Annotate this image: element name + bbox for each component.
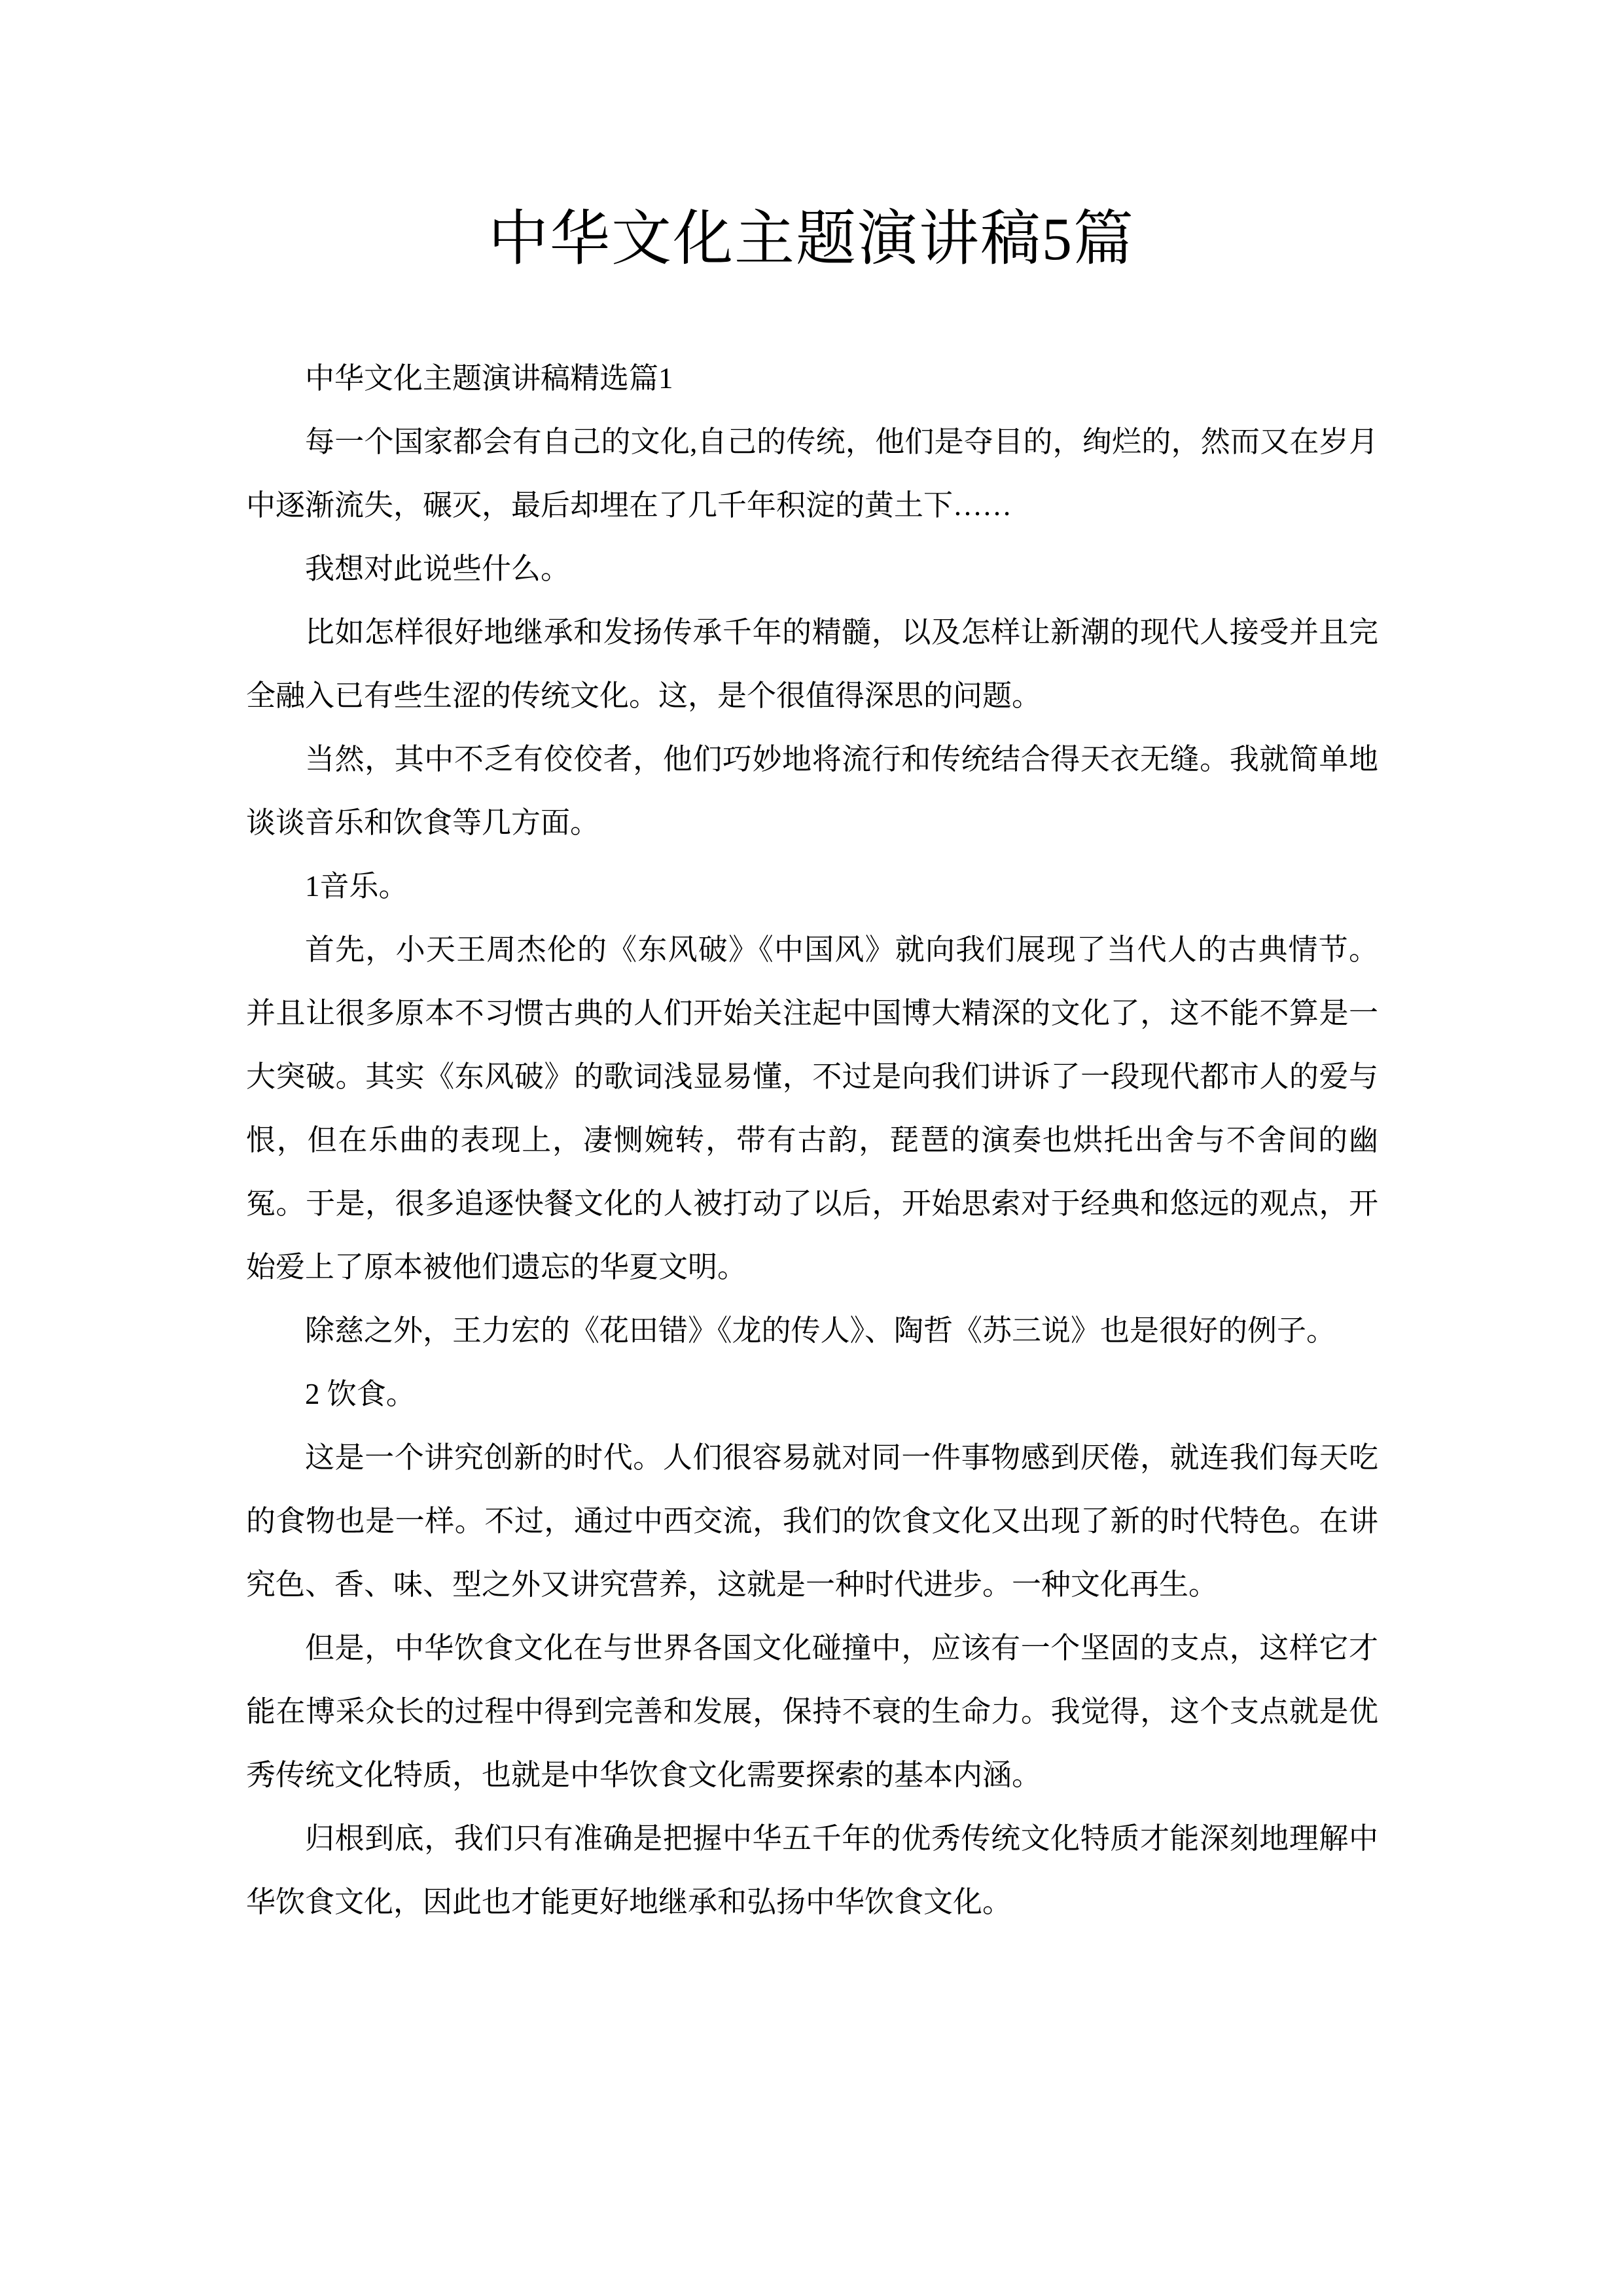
- paragraph-intro: 每一个国家都会有自己的文化,自己的传统，他们是夺目的，绚烂的，然而又在岁月中逐渐流失，碾灭，最后却埋在了几千年积淀的黄土下……: [246, 425, 1378, 522]
- paragraph: 当然，其中不乏有佼佼者，他们巧妙地将流行和传统结合得天衣无缝。我就简单地谈谈音乐和饮食等几方面。: [246, 743, 1378, 839]
- paragraph: 但是，中华饮食文化在与世界各国文化碰撞中，应该有一个坚固的支点，这样它才能在博采众长的过程中得到完善和发展，保持不衰的生命力。我觉得，这个支点就是优秀传统文化特质，也就是中华饮食文化需要探索的基本内涵。: [246, 1632, 1378, 1791]
- paragraph: 除慈之外，王力宏的《花田错》《龙的传人》、陶哲《苏三说》也是很好的例子。: [305, 1314, 1336, 1347]
- section-heading-1: 中华文化主题演讲稿精选篇1: [305, 362, 673, 395]
- paragraph: 首先，小天王周杰伦的《东风破》《中国风》就向我们展现了当代人的古典情节。并且让很多原本不习惯古典的人们开始关注起中国博大精深的文化了，这不能不算是一大突破。其实《东风破》的歌词浅显易懂，不过是向我们讲诉了一段现代都市人的爱与恨，但在乐曲的表现上，凄恻婉转，带有古韵，琵琶的演奏也烘托出舍与不舍间的幽冤。于是，很多追逐快餐文化的人被打动了以后，开始思索对于经典和悠远的观点，开始爱上了原本被他们遗忘的华夏文明。: [246, 933, 1378, 1283]
- paragraph: 比如怎样很好地继承和发扬传承千年的精髓，以及怎样让新潮的现代人接受并且完全融入已有些生涩的传统文化。这，是个很值得深思的问题。: [246, 616, 1378, 712]
- subheading-music: 1音乐。: [305, 870, 408, 903]
- document-title: 中华文化主题演讲稿5篇: [488, 206, 1135, 272]
- document-body: [246, 347, 1378, 1934]
- paragraph: 这是一个讲究创新的时代。人们很容易就对同一件事物感到厌倦，就连我们每天吃的食物也是一样。不过，通过中西交流，我们的饮食文化又出现了新的时代特色。在讲究色、香、味、型之外又讲究营养，这就是一种时代进步。一种文化再生。: [246, 1441, 1378, 1601]
- paragraph: 归根到底，我们只有准确是把握中华五千年的优秀传统文化特质才能深刻地理解中华饮食文化，因此也才能更好地继承和弘扬中华饮食文化。: [246, 1822, 1378, 1918]
- subheading-food: 2 饮食。: [305, 1378, 416, 1410]
- paragraph: 我想对此说些什么。: [305, 552, 571, 585]
